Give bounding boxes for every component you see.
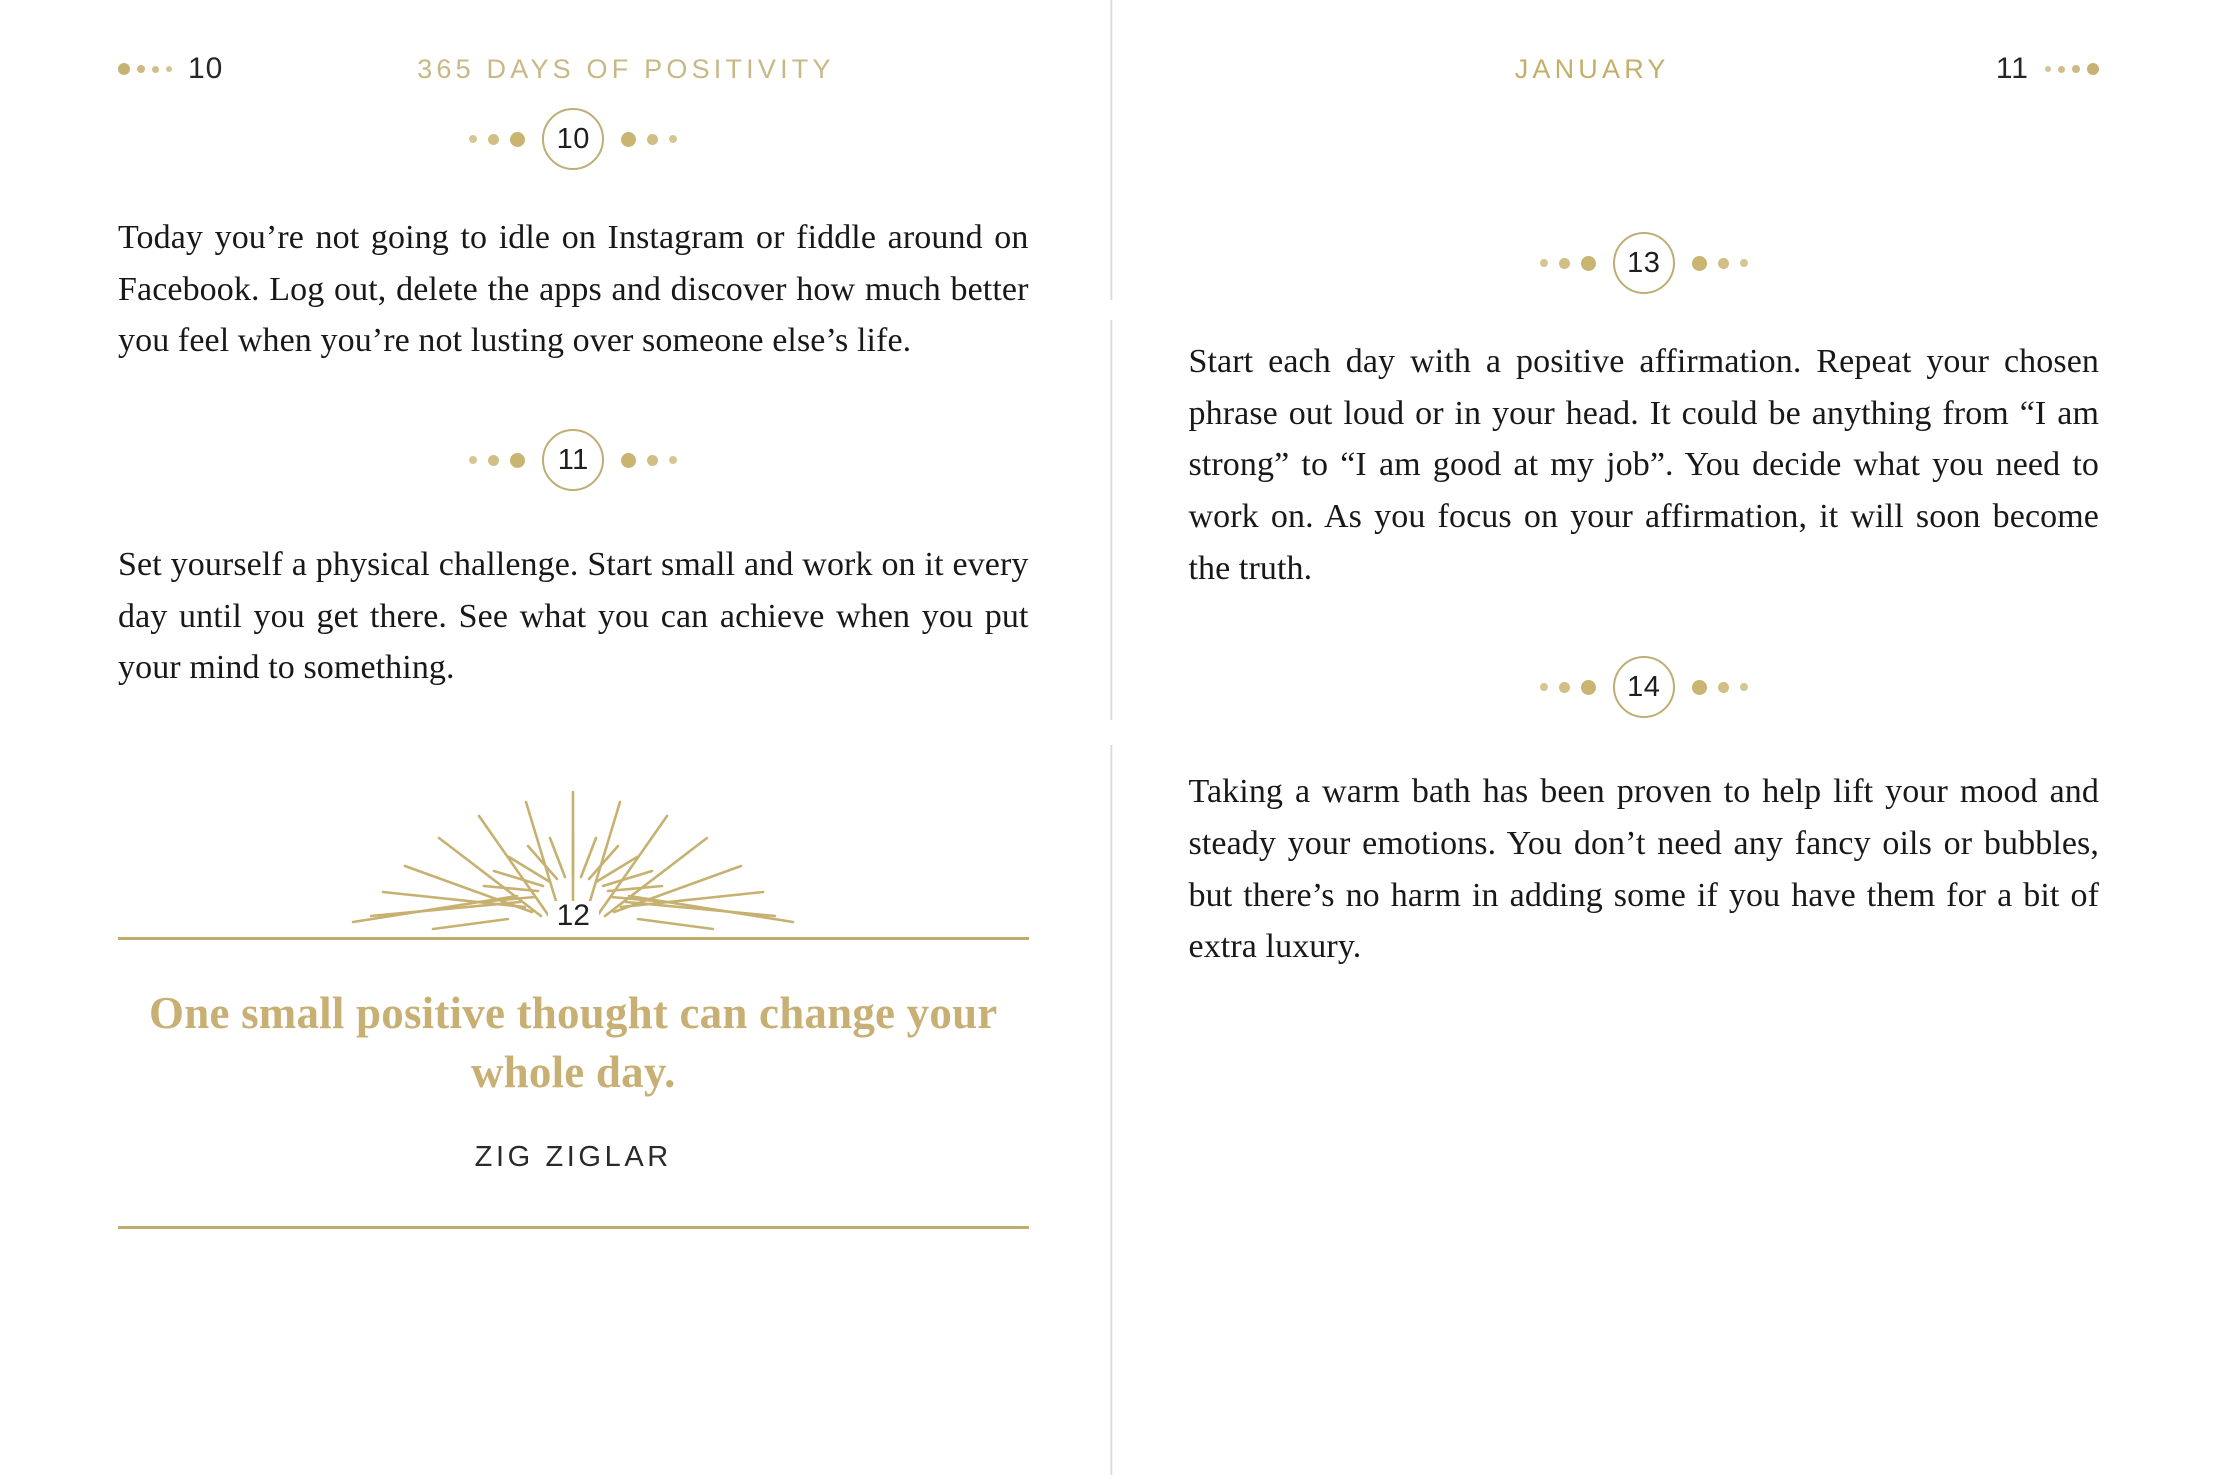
left-folio-number: 10: [188, 52, 224, 85]
day-ornament-14: [1189, 656, 2100, 718]
ornament-dot-icon: [621, 132, 636, 147]
ornament-dot-icon: [1740, 259, 1748, 267]
entry-text-13: Start each day with a positive affirmation. Repeat your chosen phrase out loud or in your head. It could be anything from “I am strong” to “I am good at my job”. You decide what you need to work on. As you focus on your affirmation, it will soon become the truth.: [1188, 343, 2099, 587]
right-running-head: [1189, 52, 2100, 86]
ornament-dot-icon: [1559, 682, 1570, 693]
ornament-dot-icon: [1559, 258, 1570, 269]
binding-gutter: [1110, 320, 1113, 720]
entry-text-11: Set yourself a physical challenge. Start small and work on it every day until you get there. See what you can achieve when you put your mind to something.: [118, 546, 1029, 687]
quote-block-12: [118, 772, 1029, 1229]
ornament-dot-icon: [510, 132, 525, 147]
ornament-dot-icon: [647, 455, 658, 466]
ornament-dot-icon: [488, 134, 499, 145]
entry-text-10: Today you’re not going to idle on Instagram or fiddle around on Facebook. Log out, delete the apps and discover how much better you feel when you’re not lusting over someone else’s life.: [118, 219, 1029, 360]
ornament-dot-icon: [1540, 259, 1548, 267]
quote-author: ZIG ZIGLAR: [474, 1141, 672, 1174]
folio-dots-icon: [118, 63, 172, 75]
quote-rule-bottom: [118, 1226, 1029, 1229]
ornament-dot-icon: [669, 456, 677, 464]
ornament-dot-icon: [1692, 680, 1707, 695]
ornament-dot-icon: [621, 453, 636, 468]
day-number-11: 11: [542, 429, 604, 491]
entry-text-14: Taking a warm bath has been proven to help lift your mood and steady your emotions. You don’t need any fancy oils or bubbles, but there’s no harm in adding some if you have them for a bit of extra luxury.: [1188, 773, 2099, 966]
ornament-dot-icon: [1692, 256, 1707, 271]
binding-gutter: [1110, 0, 1113, 300]
ornament-dot-icon: [1540, 683, 1548, 691]
quote-text: One small positive thought can change your whole day.: [149, 988, 998, 1097]
ornament-dot-icon: [1718, 258, 1729, 269]
right-page: [1109, 0, 2217, 1475]
day-ornament-11: [118, 429, 1029, 491]
ornament-dot-icon: [469, 135, 477, 143]
day-number-14: 14: [1613, 656, 1675, 718]
ornament-dot-icon: [647, 134, 658, 145]
sunburst-illustration: [118, 772, 1029, 937]
right-folio-number: 11: [1995, 52, 2029, 85]
ornament-dot-icon: [488, 455, 499, 466]
day-number-12: 12: [548, 901, 599, 931]
ornament-dot-icon: [1581, 680, 1596, 695]
day-number-10: 10: [542, 108, 604, 170]
day-ornament-13: [1189, 232, 2100, 294]
ornament-dot-icon: [669, 135, 677, 143]
ornament-dot-icon: [510, 453, 525, 468]
quote-rule-top: [118, 937, 1029, 940]
month-title: JANUARY: [1514, 53, 1670, 84]
folio-dots-icon: [2045, 63, 2099, 75]
ornament-dot-icon: [1718, 682, 1729, 693]
ornament-dot-icon: [1740, 683, 1748, 691]
ornament-dot-icon: [1581, 256, 1596, 271]
book-title: 365 DAYS OF POSITIVITY: [417, 53, 835, 84]
binding-gutter: [1110, 745, 1113, 1475]
day-number-13: 13: [1613, 232, 1675, 294]
left-running-head: [118, 52, 1029, 86]
day-ornament-10: [118, 108, 1029, 170]
ornament-dot-icon: [469, 456, 477, 464]
